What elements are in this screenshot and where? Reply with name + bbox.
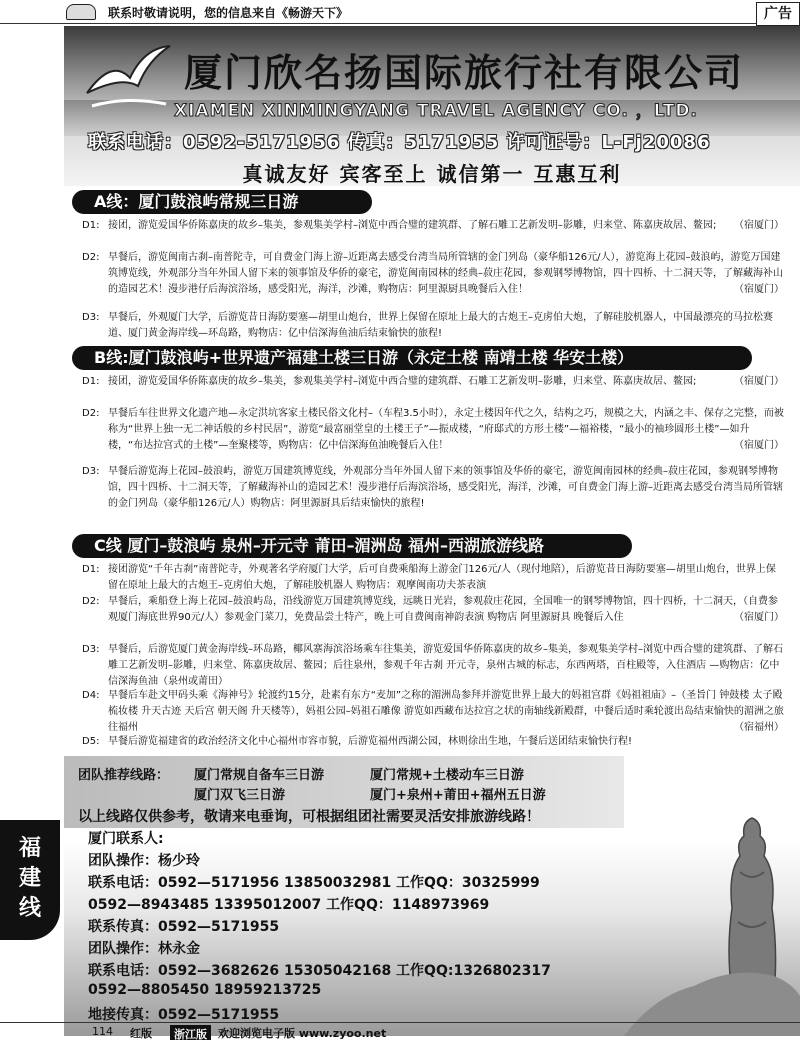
day-label: D5: [82,736,100,747]
line-a-day-1 [82,218,784,234]
recommend-route-2: 厦门常规+土楼动车三日游 [370,768,524,783]
contact-row: 联系电话：0592—3682626 15305042168 工作QQ:1326802317 [88,963,551,979]
day-label: D1: [82,564,100,575]
company-name: 厦门欣名扬国际旅行社有限公司 [184,50,745,95]
day-label: D2: [82,252,100,263]
day-label: D4: [82,690,100,701]
side-tab-char: 福 [18,836,41,861]
line-b-day-1 [82,374,784,390]
day-note: （宿福州） [730,720,784,736]
contact-row: 0592—8943485 13395012007 工作QQ：1148973969 [88,897,490,913]
day-text: 接团游览“千年古刹”南普陀寺，外观著名学府厦门大学，后可自费乘船海上游金门126元/人（现付地陪），后游览昔日海防要塞—胡里山炮台，世界上保留在原址上最大的古炮王–克虏伯大炮，了解硅胶机器人 购物店：观摩闽南功夫茶表演 [108,564,776,591]
day-text: 早餐后，游览闽南古刹–南普陀寺，可自费金门海上游–近距离去感受台湾当局所管辖的金门列岛（豪华船126元/人），游览海上花园–鼓浪屿，游览万国建筑博览线，外观部分当年外国人留下来的领事馆及华侨的豪宅，游览闽南园林的经典–菽庄花园，参观钢琴博物馆，四十四桥、十二洞天等，了解藏海补山的造园艺术！漫步港仔后海滨浴场，感受阳光，海洋，沙滩，购物店：阿里源厨具晚餐后入住！ [108,252,783,295]
region-label: 浙江版 [170,1025,211,1040]
day-text: 早餐后，外观厦门大学，后游览昔日海防要塞—胡里山炮台，世界上保留在原址上最大的古炮王–克虏伯大炮，了解硅胶机器人，中国最漂亮的马拉松赛道、厦门黄金海岸线—环岛路，购物店：亿中信深海鱼油后结束愉快的旅程! [108,312,773,339]
line-c-title: C线 厦门–鼓浪屿 泉州–开元寺 莆田–湄洲岛 福州–西湖旅游线路 [72,534,632,558]
side-tab-char: 建 [18,866,41,891]
day-label: D3: [82,312,100,323]
day-label: D3: [82,466,100,477]
side-tab-char: 线 [18,896,41,921]
day-label: D1: [82,376,100,387]
recommend-notice: 以上线路仅供参考，敬请来电垂询，可根据组团社需要灵活安排旅游线路！ [78,809,540,825]
line-a-title: A线：厦门鼓浪屿常规三日游 [72,190,372,214]
day-text: 早餐后游览海上花园–鼓浪屿，游览万国建筑博览线，外观部分当年外国人留下来的领事馆及华侨的豪宅，游览闽南园林的经典–菽庄花园，参观钢琴博物馆，四十四桥、十二洞天等，了解藏海补山的造园艺术！漫步港仔后海滨浴场，感受阳光，海洋，沙滩，可自费金门海上游–近距离去感受台湾当局所管辖的金门列岛（豪华船126元/人）购物店：阿里源厨具后结束愉快的旅程! [108,466,783,509]
day-text: 接团，游览爱国华侨陈嘉庚的故乡–集美，参观集美学村–浏览中西合璧的建筑群、石雕工艺新发明–影雕，归来堂、陈嘉庚故居、鳌园; [108,376,697,387]
company-header [64,26,800,186]
line-b-day-3 [82,464,784,512]
line-b-title: B线:厦门鼓浪屿+世界遗产福建土楼三日游（永定土楼 南靖土楼 华安土楼） [72,346,752,370]
day-label: D2: [82,408,100,419]
line-c-day-5 [82,734,784,750]
website-link[interactable]: 欢迎浏览电子版 www.zyoo.net [218,1027,387,1040]
line-b-day-2 [82,406,784,454]
day-label: D1: [82,220,100,231]
contact-header: 厦门联系人: [88,831,164,847]
day-note: （宿厦门） [730,610,784,626]
line-c-day-2 [82,594,784,626]
magazine-logo [66,4,96,20]
top-bar [0,0,800,24]
day-note: （宿厦门） [730,438,784,454]
line-c-day-4 [82,688,784,736]
contact-row: 0592—8805450 18959213725 [88,982,322,998]
day-text: 早餐后，后游览厦门黄金海岸线–环岛路，椰风寨海滨浴场乘车往集美，游览爱国华侨陈嘉庚的故乡–集美，参观集美学村–浏览中西合璧的建筑群、了解石雕工艺新发明–影雕，归来堂、陈嘉庚故居、鳌园；后往泉州，参观千年古刹 开元寺，泉州古城的标志，东西两塔，百柱殿等，入住酒店 —购物店：亿中信深海鱼油（泉州或莆田） [108,644,783,687]
seagull-logo-icon [82,38,172,118]
rock-cliff-icon [624,936,800,1036]
day-label: D2: [82,596,100,607]
day-text: 早餐后，乘船登上海上花园–鼓浪屿岛，沿线游览万国建筑博览线，远眺日光岩，参观菽庄花园，全国唯一的钢琴博物馆，四十四桥，十二洞天，（自费参观厦门海底世界90元/人）参观金门菜刀，免费品尝土特产，晚上可自费闽南神韵表演 购物店 阿里源厨具 晚餐后入住 [108,596,778,623]
day-note: （宿厦门） [730,282,784,298]
recommend-route-3: 厦门双飞三日游 [194,788,286,803]
slogan: 真诚友好 宾客至上 诚信第一 互惠互利 [242,162,622,186]
footer [0,1022,800,1040]
contact-row: 联系传真：0592—5171955 [88,919,280,935]
day-text: 早餐后车往世界文化遗产地—永定洪坑客家土楼民俗文化村–（车程3.5小时），永定土楼因年代之久，结构之巧，规模之大，内涵之丰、保存之完整，而被称为“世界上独一无二神话般的乡村民居”，游览“最富丽堂皇的土楼王子”—振成楼，“府邸式的方形土楼”—福裕楼，“最小的袖珍圆形土楼”—如升楼，“布达拉宫式的土楼”—奎聚楼等，购物店：亿中信深海鱼油晚餐后入住！ [108,408,784,451]
company-name-en: XIAMEN XINMINGYANG TRAVEL AGENCY CO. ，LTD. [174,101,698,121]
day-text: 接团，游览爱国华侨陈嘉庚的故乡–集美，参观集美学村–浏览中西合璧的建筑群、了解石雕工艺新发明–影雕，归来堂、陈嘉庚故居、鳌园; [108,220,717,231]
recommend-route-4: 厦门+泉州+莆田+福州五日游 [370,788,546,803]
day-note: （宿厦门） [730,218,784,234]
day-label: D3: [82,644,100,655]
region-side-tab [0,820,60,940]
day-note: （宿厦门） [730,374,784,390]
contact-row: 团队操作：林永金 [88,941,200,957]
page-number: 114 [92,1025,113,1038]
line-c-day-3 [82,642,784,690]
header-contact-line: 联系电话：0592-5171956 传真：5171955 许可证号：L-Fj20086 [88,132,711,153]
line-a-day-2 [82,250,784,298]
line-a-day-3 [82,310,784,342]
source-note: 联系时敬请说明，您的信息来自《畅游天下》 [108,6,349,20]
contact-row: 团队操作：杨少玲 [88,853,200,869]
recommend-label: 团队推荐线路： [78,768,170,783]
ad-badge: 广告 [756,2,800,26]
line-c-day-1 [82,562,784,594]
day-text: 早餐后车赴文甲码头乘《海神号》轮渡约15分，赴素有东方“麦加”之称的湄洲岛参拜并游览世界上最大的妈祖宫群《妈祖祖庙》–（圣旨门 钟鼓楼 太子殿梳妆楼 升天古迹 天后宫 朝天阁 升天楼等），妈祖公园–妈祖石雕像 游览如西藏布达拉宫之状的南轴线新殿群，中餐后适时乘轮渡出岛结束愉快的湄洲之旅往福州 [108,690,784,733]
recommend-route-1: 厦门常规自备车三日游 [194,768,325,783]
day-text: 早餐后游览福建省的政治经济文化中心福州市容市貌，后游览福州西湖公园，林则徐出生地，午餐后送团结束愉快行程! [108,736,633,747]
edition-label: 红版 [130,1027,152,1040]
contact-row: 联系电话：0592—5171956 13850032981 工作QQ：30325999 [88,875,540,891]
contact-row: 地接传真：0592—5171955 [88,1007,280,1023]
